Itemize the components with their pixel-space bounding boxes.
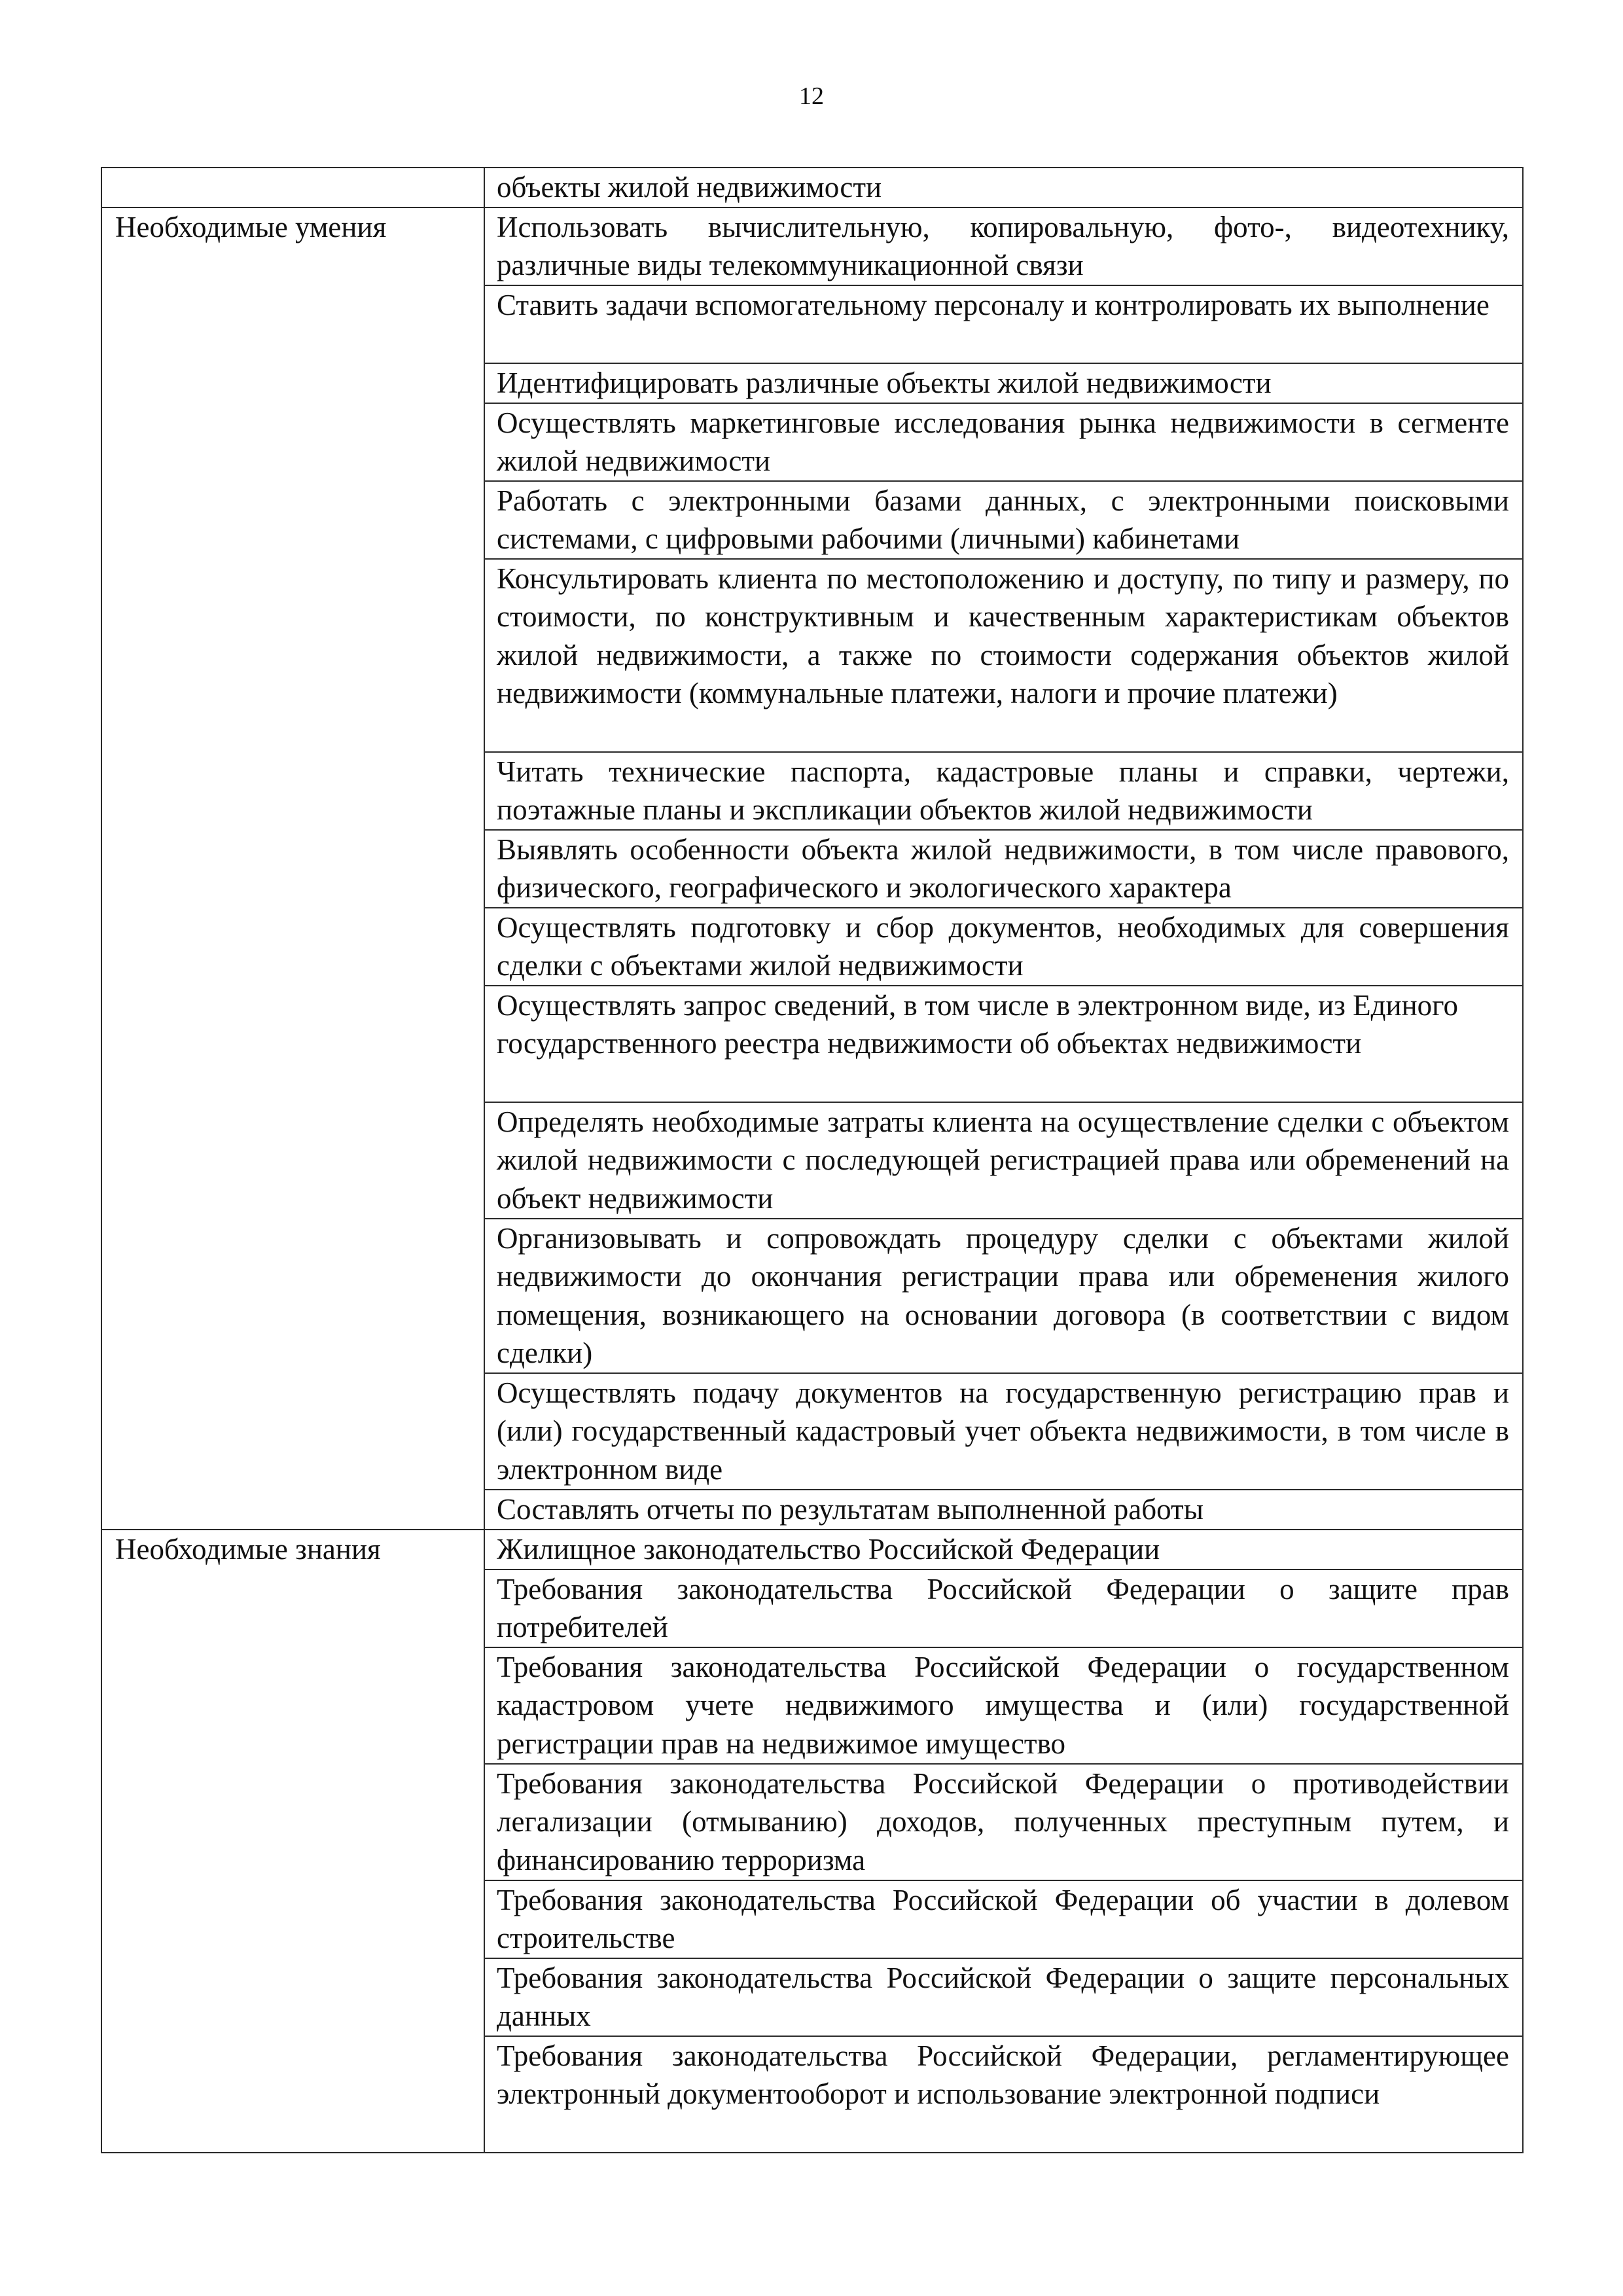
skill-item: Выявлять особенности объекта жилой недвижимости, в том числе правового, физического, географического и экологического характера <box>484 830 1523 908</box>
table-row <box>101 207 1523 285</box>
knowledge-item: Требования законодательства Российской Федерации об участии в долевом строительстве <box>484 1880 1523 1958</box>
skill-item: Осуществлять подготовку и сбор документов, необходимых для совершения сделки с объектами жилой недвижимости <box>484 908 1523 986</box>
knowledge-item: Требования законодательства Российской Федерации о государственном кадастровом учете недвижимого имущества и (или) государственной регистрации прав на недвижимое имущество <box>484 1647 1523 1764</box>
skill-item: Осуществлять подачу документов на государственную регистрацию прав и (или) государственный кадастровый учет объекта недвижимости, в том числе в электронном виде <box>484 1373 1523 1490</box>
skill-item: Работать с электронными базами данных, с электронными поисковыми системами, с цифровыми рабочими (личными) кабинетами <box>484 481 1523 559</box>
skill-item: Консультировать клиента по местоположению и доступу, по типу и размеру, по стоимости, по конструктивным и качественным характеристикам объектов жилой недвижимости, а также по стоимости содержания объектов жилой недвижимости (коммунальные платежи, налоги и прочие платежи) <box>484 559 1523 752</box>
knowledge-item: Требования законодательства Российской Федерации о противодействии легализации (отмыванию) доходов, полученных преступным путем, и финансированию терроризма <box>484 1764 1523 1880</box>
knowledge-label: Необходимые знания <box>101 1530 484 2153</box>
skill-item: Идентифицировать различные объекты жилой недвижимости <box>484 363 1523 403</box>
knowledge-item: Требования законодательства Российской Федерации о защите персональных данных <box>484 1958 1523 2036</box>
skill-item: Составлять отчеты по результатам выполненной работы <box>484 1490 1523 1530</box>
requirements-table <box>101 167 1524 2153</box>
knowledge-item: Жилищное законодательство Российской Федерации <box>484 1530 1523 1570</box>
knowledge-item: Требования законодательства Российской Федерации о защите прав потребителей <box>484 1570 1523 1647</box>
skill-item: Ставить задачи вспомогательному персоналу и контролировать их выполнение <box>484 285 1523 363</box>
skill-item: Осуществлять маркетинговые исследования рынка недвижимости в сегменте жилой недвижимости <box>484 403 1523 481</box>
knowledge-item: Требования законодательства Российской Федерации, регламентирующее электронный документооборот и использование электронной подписи <box>484 2036 1523 2153</box>
skills-label: Необходимые умения <box>101 207 484 1530</box>
skill-item: Организовывать и сопровождать процедуру сделки с объектами жилой недвижимости до окончания регистрации права или обременения жилого помещения, возникающего на основании договора (в соответствии с видом сделки) <box>484 1219 1523 1373</box>
table-row <box>101 168 1523 207</box>
table-row <box>101 1530 1523 1570</box>
page-number: 12 <box>799 82 824 110</box>
skill-item: Использовать вычислительную, копировальную, фото-, видеотехнику, различные виды телекоммуникационной связи <box>484 207 1523 285</box>
continuation-cell: объекты жилой недвижимости <box>484 168 1523 207</box>
skill-item: Определять необходимые затраты клиента на осуществление сделки с объектом жилой недвижимости с последующей регистрацией права или обременений на объект недвижимости <box>484 1102 1523 1219</box>
empty-category-cell <box>101 168 484 207</box>
skill-item: Читать технические паспорта, кадастровые планы и справки, чертежи, поэтажные планы и экспликации объектов жилой недвижимости <box>484 752 1523 830</box>
skill-item: Осуществлять запрос сведений, в том числе в электронном виде, из Единого государственного реестра недвижимости об объектах недвижимости <box>484 986 1523 1102</box>
